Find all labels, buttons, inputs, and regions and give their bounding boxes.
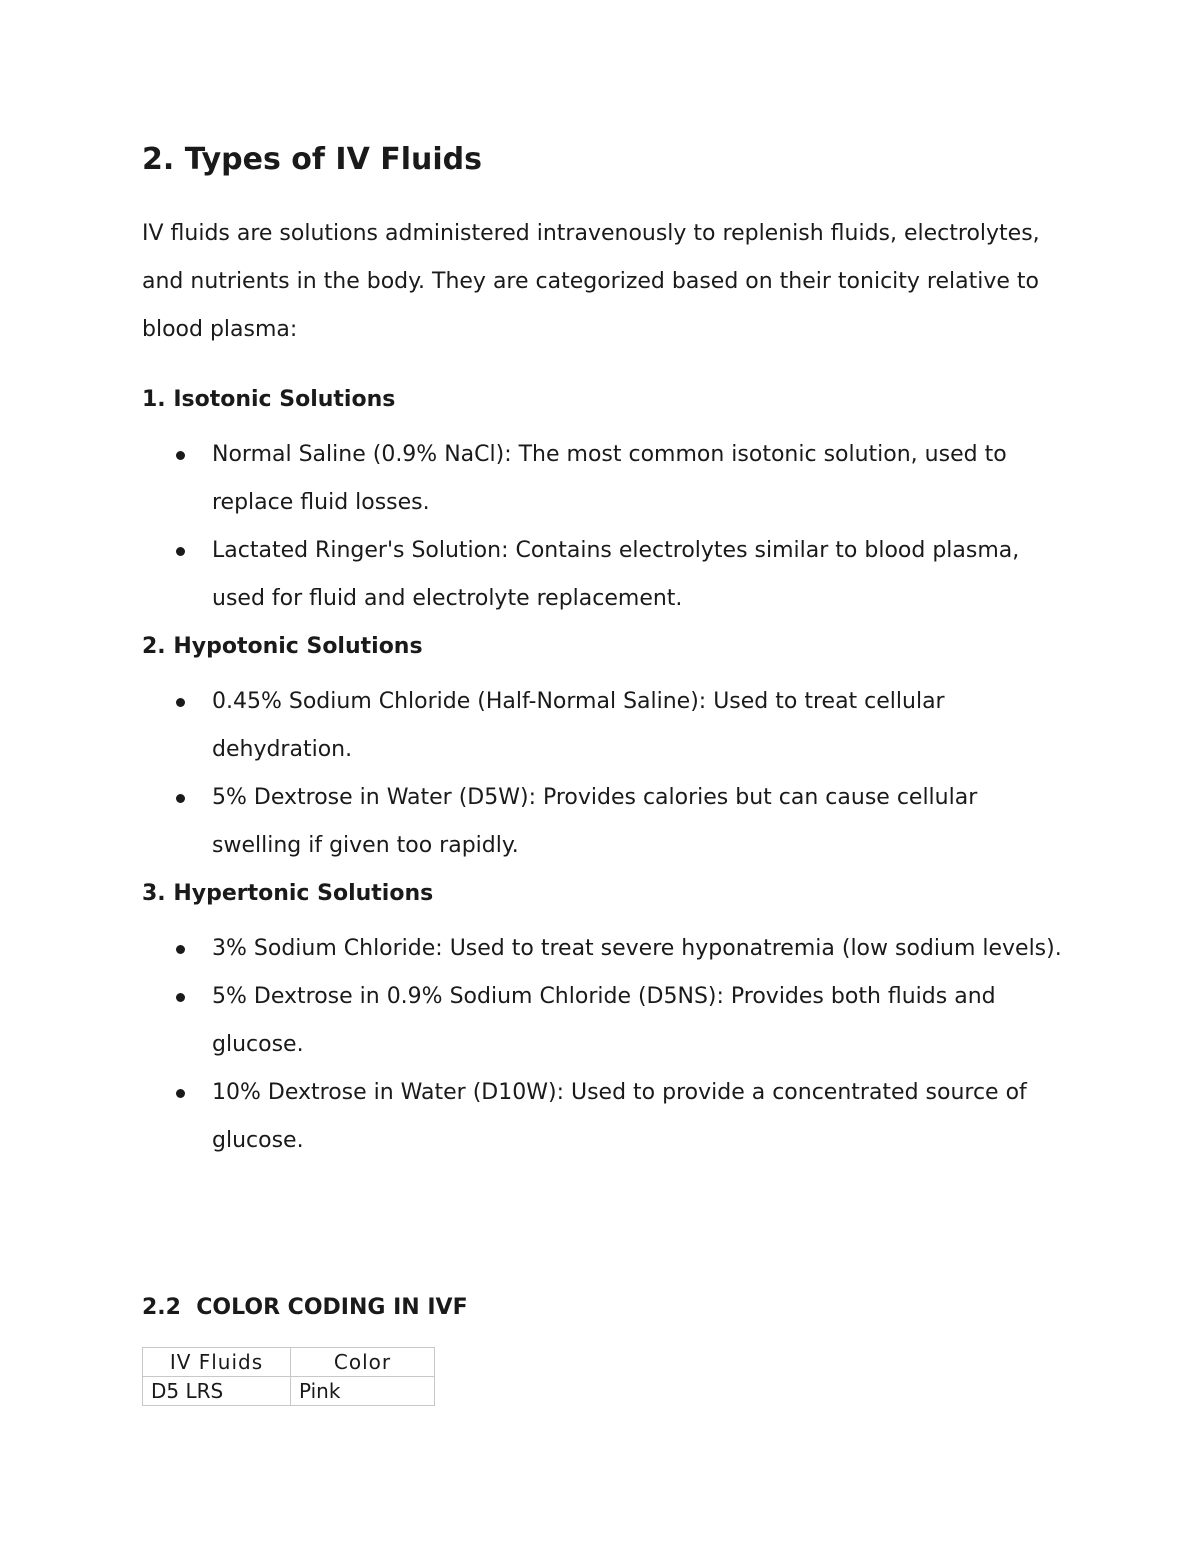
- list-item: [142, 973, 1062, 1069]
- list-item: [142, 925, 1062, 973]
- section-heading: 2. Hypotonic Solutions: [142, 634, 423, 659]
- list-item-text: Lactated Ringer's Solution: Contains electrolytes similar to blood plasma, used for fluid and electrolyte replacement.: [212, 538, 1020, 611]
- section-heading: 3. Hypertonic Solutions: [142, 881, 434, 906]
- page-title: 2. Types of IV Fluids: [142, 142, 482, 177]
- section-heading: 1. Isotonic Solutions: [142, 387, 396, 412]
- section-isotonic: [142, 385, 1072, 623]
- bullet-icon: [176, 1089, 185, 1098]
- list-item-text: 10% Dextrose in Water (D10W): Used to provide a concentrated source of glucose.: [212, 1080, 1027, 1153]
- section-hypotonic: [142, 632, 1072, 870]
- section-hypertonic: [142, 879, 1072, 1165]
- bullet-icon: [176, 945, 185, 954]
- bullet-icon: [176, 993, 185, 1002]
- bullet-icon: [176, 451, 185, 460]
- color-coding-table: [142, 1347, 435, 1406]
- table-header-row: [143, 1348, 435, 1377]
- column-header-iv-fluids: IV Fluids: [143, 1348, 291, 1377]
- intro-paragraph: IV fluids are solutions administered intravenously to replenish fluids, electrolytes, and nutrients in the body. They are categorized based on their tonicity relative to blood plasma:: [142, 221, 1040, 342]
- list-item-text: Normal Saline (0.9% NaCl): The most common isotonic solution, used to replace fluid losses.: [212, 442, 1007, 515]
- bullet-icon: [176, 698, 185, 707]
- bullet-icon: [176, 547, 185, 556]
- bullet-icon: [176, 794, 185, 803]
- list-item-text: 5% Dextrose in 0.9% Sodium Chloride (D5NS): Provides both fluids and glucose.: [212, 984, 996, 1057]
- table-cell-color: Pink: [291, 1377, 435, 1406]
- list-item: [142, 1069, 1062, 1165]
- column-header-color: Color: [291, 1348, 435, 1377]
- list-item-text: 5% Dextrose in Water (D5W): Provides calories but can cause cellular swelling if given too rapidly.: [212, 785, 978, 858]
- list-item: [142, 678, 1062, 774]
- bullet-list: [142, 678, 1072, 870]
- list-item-text: 0.45% Sodium Chloride (Half-Normal Saline): Used to treat cellular dehydration.: [212, 689, 945, 762]
- bullet-list: [142, 431, 1072, 623]
- list-item-text: 3% Sodium Chloride: Used to treat severe hyponatremia (low sodium levels).: [212, 936, 1062, 961]
- table-row: [143, 1377, 435, 1406]
- table-cell-fluid: D5 LRS: [143, 1377, 291, 1406]
- list-item: [142, 431, 1062, 527]
- list-item: [142, 527, 1062, 623]
- color-coding-heading: 2.2 COLOR CODING IN IVF: [142, 1295, 468, 1320]
- bullet-list: [142, 925, 1072, 1165]
- list-item: [142, 774, 1062, 870]
